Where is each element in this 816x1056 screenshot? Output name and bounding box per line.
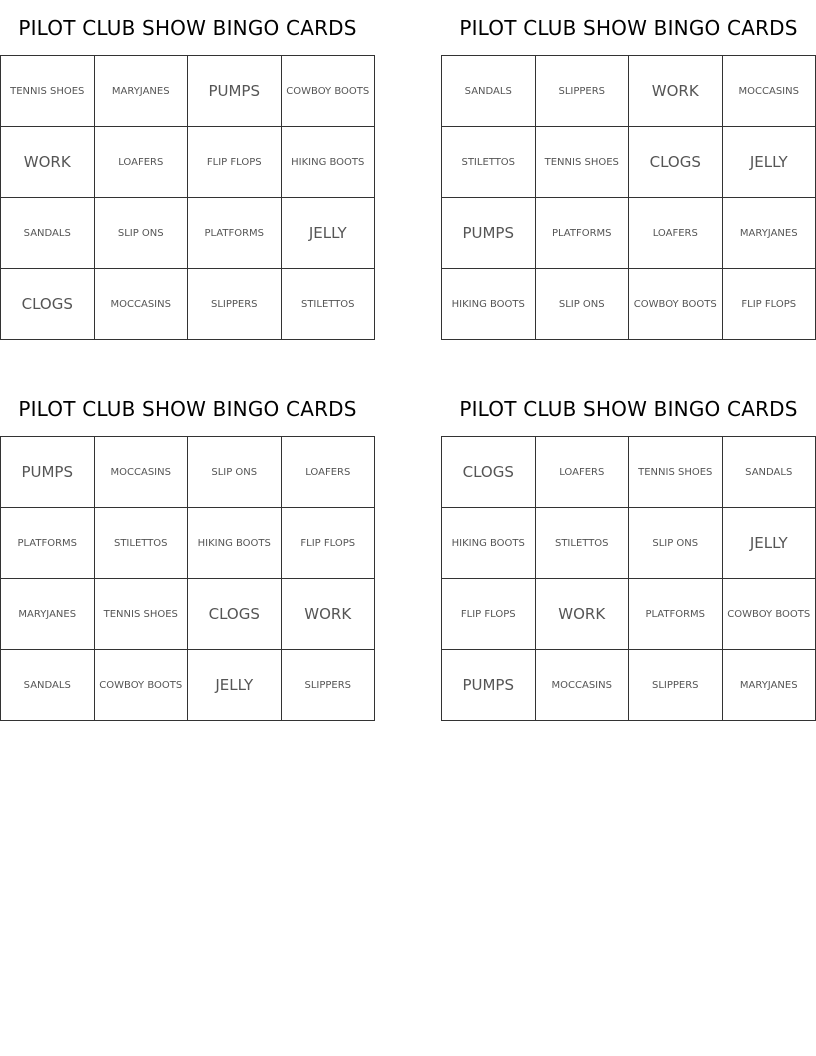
grid-cell: TENNIS SHOES [1,56,95,127]
grid-cell: STILETTOS [94,508,188,579]
grid-cell: FLIP FLOPS [722,269,816,340]
grid-cell: WORK [535,579,629,650]
grid-cell: PUMPS [442,650,536,721]
card-title: PILOT CLUB SHOW BINGO CARDS [459,397,798,421]
grid-cell: HIKING BOOTS [188,508,282,579]
grid-cell: LOAFERS [629,198,723,269]
grid-cell: PUMPS [1,437,95,508]
grid-cell: COWBOY BOOTS [94,650,188,721]
grid-cell: SLIPPERS [281,650,375,721]
grid-row [442,127,816,198]
grid-cell: WORK [629,56,723,127]
card-title: PILOT CLUB SHOW BINGO CARDS [18,397,357,421]
grid-cell: SLIPPERS [629,650,723,721]
grid-cell: SLIP ONS [535,269,629,340]
grid-cell: SLIPPERS [188,269,282,340]
bingo-grid [0,436,375,721]
grid-row [1,56,375,127]
grid-cell: CLOGS [442,437,536,508]
grid-cell: COWBOY BOOTS [281,56,375,127]
grid-row [1,508,375,579]
grid-cell: CLOGS [629,127,723,198]
grid-cell: MOCCASINS [535,650,629,721]
grid-row [442,650,816,721]
grid-cell: SLIP ONS [629,508,723,579]
grid-cell: JELLY [722,508,816,579]
grid-cell: MOCCASINS [722,56,816,127]
grid-cell: STILETTOS [442,127,536,198]
grid-row [442,508,816,579]
grid-cell: SLIPPERS [535,56,629,127]
grid-cell: MARYJANES [722,650,816,721]
grid-cell: MARYJANES [722,198,816,269]
grid-row [1,198,375,269]
grid-cell: COWBOY BOOTS [629,269,723,340]
grid-cell: LOAFERS [94,127,188,198]
grid-row [442,269,816,340]
grid-cell: TENNIS SHOES [94,579,188,650]
grid-cell: PLATFORMS [629,579,723,650]
grid-row [1,269,375,340]
grid-cell: TENNIS SHOES [535,127,629,198]
grid-cell: LOAFERS [281,437,375,508]
grid-cell: JELLY [281,198,375,269]
grid-row [1,437,375,508]
grid-cell: WORK [1,127,95,198]
card-title: PILOT CLUB SHOW BINGO CARDS [18,16,357,40]
bingo-grid [0,55,375,340]
grid-cell: PUMPS [442,198,536,269]
grid-cell: HIKING BOOTS [442,508,536,579]
grid-cell: FLIP FLOPS [188,127,282,198]
grid-row [442,579,816,650]
grid-cell: LOAFERS [535,437,629,508]
grid-row [442,198,816,269]
grid-cell: MOCCASINS [94,269,188,340]
grid-cell: SANDALS [722,437,816,508]
card-title: PILOT CLUB SHOW BINGO CARDS [459,16,798,40]
grid-cell: STILETTOS [281,269,375,340]
grid-row [1,650,375,721]
grid-cell: STILETTOS [535,508,629,579]
grid-row [1,127,375,198]
grid-cell: SLIP ONS [188,437,282,508]
grid-cell: WORK [281,579,375,650]
bingo-grid [441,436,816,721]
grid-cell: JELLY [188,650,282,721]
grid-cell: SANDALS [1,650,95,721]
grid-cell: FLIP FLOPS [281,508,375,579]
grid-cell: HIKING BOOTS [281,127,375,198]
grid-cell: MOCCASINS [94,437,188,508]
grid-cell: SANDALS [1,198,95,269]
grid-cell: CLOGS [1,269,95,340]
grid-row [442,56,816,127]
grid-cell: HIKING BOOTS [442,269,536,340]
grid-cell: JELLY [722,127,816,198]
grid-cell: PLATFORMS [188,198,282,269]
grid-cell: PLATFORMS [1,508,95,579]
grid-cell: SLIP ONS [94,198,188,269]
grid-cell: MARYJANES [94,56,188,127]
grid-row [442,437,816,508]
grid-cell: TENNIS SHOES [629,437,723,508]
grid-cell: SANDALS [442,56,536,127]
bingo-grid [441,55,816,340]
grid-cell: MARYJANES [1,579,95,650]
grid-cell: COWBOY BOOTS [722,579,816,650]
grid-row [1,579,375,650]
grid-cell: CLOGS [188,579,282,650]
grid-cell: PUMPS [188,56,282,127]
grid-cell: PLATFORMS [535,198,629,269]
grid-cell: FLIP FLOPS [442,579,536,650]
